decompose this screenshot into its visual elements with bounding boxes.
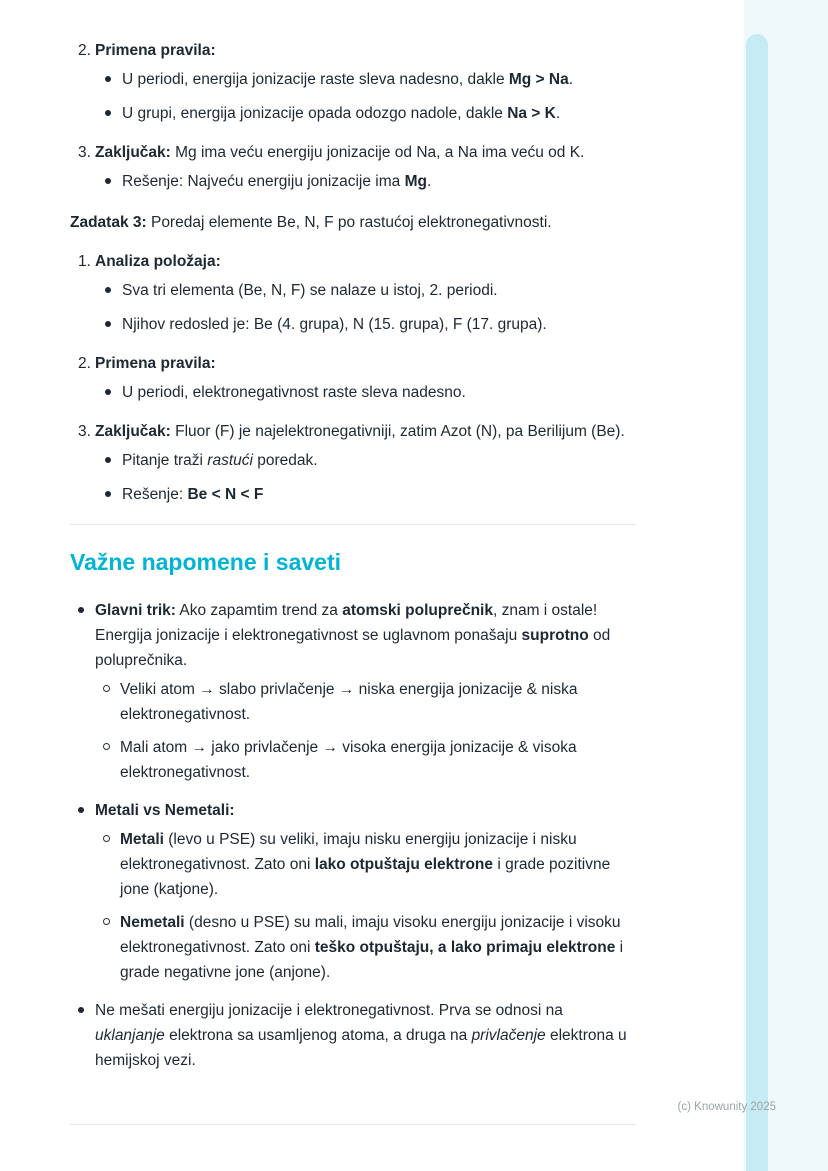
task-intro [70,210,636,235]
bullet-text [122,169,431,194]
task3-step-list [70,249,636,507]
bullet-disc-icon [95,278,122,303]
text-run: Mg ima veću energiju jonizacije od Na, a Na ima veću od K. [170,144,585,161]
item-number: 2. [78,42,91,59]
bold-text: suprotno [521,627,589,644]
bold-text: lako otpuštaju elektrone [314,856,494,873]
bullet-disc-icon [95,448,122,473]
bold-text: Nemetali [120,914,185,931]
item-number: 3. [78,144,91,161]
note-item [70,598,636,785]
bullet-disc-icon [95,67,122,92]
item-title [95,38,636,63]
text-run: poredak. [252,452,318,469]
text-run: U periodi, energija jonizacije raste sleva nadesno, dakle [122,71,509,88]
bullet-disc-icon [95,101,122,126]
italic-text: privlačenje [471,1027,546,1044]
item-body [95,351,636,405]
note-body [95,998,636,1073]
copyright-notice: (c) Knowunity 2025 [677,1101,776,1113]
text-run: Ne mešati energiju jonizacije i elektronegativnost. Prva se odnosi na [95,1002,563,1019]
sub-bullet-item [95,677,636,727]
item-title [95,140,636,165]
item-body [95,249,636,337]
item-body [95,38,636,126]
sub-bullet-text [120,827,636,902]
note-text [95,798,636,823]
item-body [95,140,636,194]
numbered-item [70,249,636,337]
bullet-circle-icon [95,677,120,727]
text-run: Sva tri elementa (Be, N, F) se nalaze u istoj, 2. periodi. [122,282,498,299]
bold-text: Zaključak: [95,423,171,440]
bullet-circle-icon [95,910,120,985]
bold-text: Zadatak 3: [70,214,147,231]
bullet-item [95,448,636,473]
bullet-disc-icon [70,598,95,785]
text-run: i grade pozitivne jone (katjone). [120,856,611,898]
note-text [95,998,636,1073]
notes-document [70,38,636,1073]
text-run: (desno u PSE) su mali, imaju visoku energiju jonizacije i visoku elektronegativnost. Zato oni [120,914,621,956]
sub-bullet-list [95,827,636,985]
numbered-item [70,419,636,507]
sub-bullet-item [95,827,636,902]
notes-list [70,598,636,1073]
bold-text: Primena pravila: [95,355,216,372]
bullet-circle-icon [95,827,120,902]
bullet-item [95,482,636,507]
bold-text: atomski poluprečnik [342,602,493,619]
notes-heading: Važne napomene i saveti [70,549,342,575]
bold-text: Be < N < F [187,486,264,503]
bullet-item [95,169,636,194]
bold-text: Primena pravila: [95,42,216,59]
text-run: Fluor (F) je najelektronegativniji, zatim Azot (N), pa Berilijum (Be). [170,423,625,440]
sub-bullet-item [95,910,636,985]
item-number: 1. [78,253,91,270]
item-number: 2. [78,355,91,372]
numbered-item [70,38,636,126]
bullet-list [95,169,636,194]
text-run: . [568,71,574,88]
note-item [70,798,636,985]
bold-text: Metali [120,831,164,848]
numbered-item [70,351,636,405]
bullet-list [95,67,636,126]
sub-bullet-text [120,910,636,985]
note-item [70,998,636,1073]
bullet-disc-icon [95,482,122,507]
bullet-disc-icon [70,998,95,1073]
note-body [95,598,636,785]
bullet-item [95,380,636,405]
bullet-item [95,312,636,337]
note-body [95,798,636,985]
bullet-list [95,448,636,507]
text-run: elektrona u hemijskoj vezi. [95,1027,627,1069]
bold-text: Mg [404,173,427,190]
bold-text: Glavni trik: [95,602,176,619]
bold-text: Mg > Na [508,71,569,88]
bold-text: Na > K [507,105,556,122]
text-run: Mali atom → jako privlačenje → visoka energija jonizacije & visoka elektronegativnost. [120,739,577,781]
sub-bullet-text [120,735,636,785]
side-accent-stripe [746,34,768,1171]
bullet-text [122,67,573,92]
bullet-item [95,101,636,126]
section-divider [70,524,636,525]
bold-text: teško otpuštaju, a lako primaju elektrone [314,939,616,956]
text-run: Njihov redosled je: Be (4. grupa), N (15. grupa), F (17. grupa). [122,316,547,333]
bullet-text [122,278,498,303]
bullet-item [95,67,636,92]
text-run: U grupi, energija jonizacije opada odozgo nadole, dakle [122,105,508,122]
text-run: Rešenje: Najveću energiju jonizacije ima [122,173,405,190]
bullet-disc-icon [70,798,95,985]
text-run: Veliki atom → slabo privlačenje → niska energija jonizacije & niska elektronegativnost. [120,681,578,723]
text-run: Pitanje traži [122,452,208,469]
item-title [95,351,636,376]
text-run: (levo u PSE) su veliki, imaju nisku energiju jonizacije i nisku elektronegativnost. Zato oni [120,831,577,873]
sub-bullet-text [120,677,636,727]
text-run: , znam i ostale! Energija jonizacije i elektronegativnost se uglavnom ponašaju [95,602,598,644]
item-title [95,419,636,444]
note-text [95,598,636,673]
bullet-list [95,278,636,337]
item-body [95,419,636,507]
exercise-step-list [70,38,636,194]
sub-bullet-list [95,677,636,785]
bullet-text [122,380,466,405]
text-run: od poluprečnika. [95,627,611,669]
item-title [95,249,636,274]
text-run: i grade negativne jone (anjone). [120,939,624,981]
item-number: 3. [78,423,91,440]
sub-bullet-item [95,735,636,785]
text-run: Poredaj elemente Be, N, F po rastućoj elektronegativnosti. [146,214,552,231]
bold-text: Analiza položaja: [95,253,221,270]
text-run: Rešenje: [122,486,188,503]
text-run: . [555,105,561,122]
bullet-disc-icon [95,312,122,337]
bullet-disc-icon [95,380,122,405]
text-run: . [426,173,432,190]
italic-text: rastući [207,452,253,469]
bottom-divider [70,1124,636,1125]
bullet-disc-icon [95,169,122,194]
text-run: Ako zapamtim trend za [175,602,343,619]
text-run: elektrona sa usamljenog atoma, a druga na [164,1027,472,1044]
bullet-item [95,278,636,303]
bullet-circle-icon [95,735,120,785]
bullet-text [122,312,547,337]
bold-text: Zaključak: [95,144,171,161]
italic-text: uklanjanje [95,1027,165,1044]
bullet-list [95,380,636,405]
bullet-text [122,482,263,507]
bullet-text [122,448,318,473]
numbered-item [70,140,636,194]
bullet-text [122,101,560,126]
bold-text: Metali vs Nemetali: [95,802,235,819]
text-run: U periodi, elektronegativnost raste sleva nadesno. [122,384,466,401]
